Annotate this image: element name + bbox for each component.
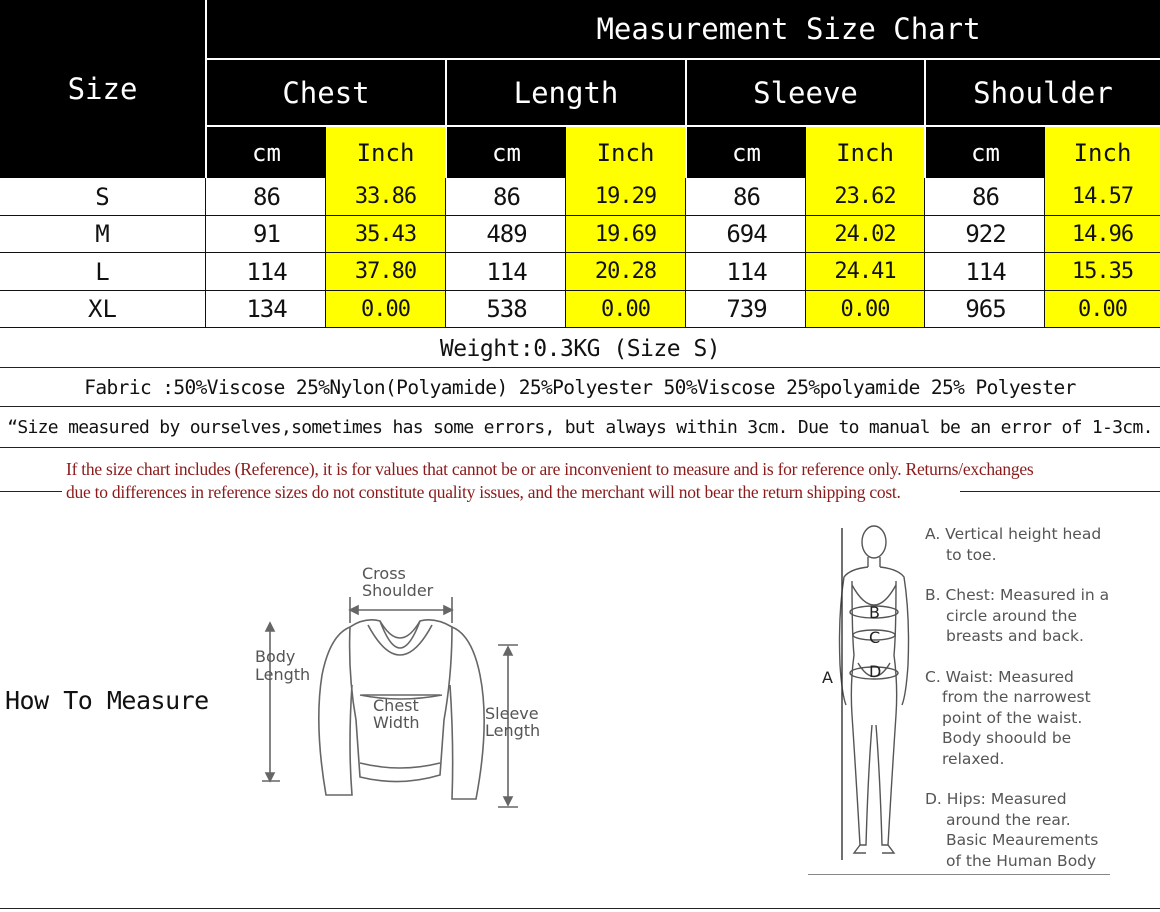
cm-cell: 114	[726, 257, 767, 286]
legend-line: of the Human Body	[946, 851, 1097, 870]
reference-note-line-1: If the size chart includes (Reference), it is for values that cannot be or are inconvenient to measure and is for reference only. Returns/exchanges	[66, 459, 1034, 479]
cm-cell: 114	[965, 257, 1006, 286]
column-divider	[205, 178, 206, 328]
size-label: S	[95, 182, 110, 211]
size-label: XL	[88, 295, 117, 324]
fabric-text: Fabric :50%Viscose 25%Nylon(Polyamide) 25%Polyester 50%Viscose 25%polyamide 25% Polyester	[84, 375, 1076, 399]
unit-cm: cm	[971, 138, 1000, 167]
unit-inch: Inch	[566, 127, 685, 178]
cross-shoulder-label-2: Shoulder	[362, 581, 434, 600]
inch-cell: 14.57	[1045, 178, 1160, 216]
inch-cell: 0.00	[1045, 291, 1160, 329]
inch-cell: 37.80	[326, 253, 445, 291]
inch-cell: 23.62	[806, 178, 924, 216]
unit-cm: cm	[492, 138, 521, 167]
divider	[960, 491, 1160, 492]
cm-cell: 91	[253, 220, 280, 249]
reference-note	[66, 458, 1146, 504]
cm-cell: 86	[733, 182, 760, 211]
legend-line: around the rear.	[946, 810, 1071, 829]
cm-cell: 965	[965, 295, 1006, 324]
how-to-measure-label: How To Measure	[5, 686, 209, 715]
legend-line: A. Vertical height head	[925, 525, 1102, 543]
body-label-c: C	[869, 628, 881, 647]
legend-b	[925, 585, 1155, 647]
inch-cell: 24.02	[806, 216, 924, 254]
inch-cell: 0.00	[326, 291, 445, 329]
chest-width-label-1: Chest	[373, 696, 419, 715]
chest-width-label-2: Width	[373, 713, 420, 732]
unit-inch: Inch	[806, 127, 924, 178]
legend-line: from the narrowest	[942, 688, 1091, 706]
inch-cell: 19.29	[566, 178, 685, 216]
group-sleeve: Sleeve	[753, 75, 858, 110]
unit-cm: cm	[732, 138, 761, 167]
measurement-legend	[925, 524, 1155, 871]
inch-cell: 24.41	[806, 253, 924, 291]
legend-c	[925, 667, 1155, 770]
body-label-b: B	[869, 603, 880, 622]
legend-line: to toe.	[946, 545, 997, 564]
inch-cell: 35.43	[326, 216, 445, 254]
cm-cell: 694	[726, 220, 767, 249]
inch-cell: 15.35	[1045, 253, 1160, 291]
body-length-label-2: Length	[255, 665, 311, 684]
column-divider	[1044, 178, 1045, 328]
body-label-d: D	[869, 662, 882, 681]
unit-inch: Inch	[1045, 127, 1160, 178]
cm-cell: 86	[253, 182, 280, 211]
divider	[0, 447, 1160, 448]
divider	[0, 491, 62, 492]
sleeve-length-label-2: Length	[485, 721, 541, 740]
cm-cell: 134	[246, 295, 287, 324]
inch-cell: 19.69	[566, 216, 685, 254]
size-label: L	[95, 257, 110, 286]
body-length-label-1: Body	[255, 647, 296, 666]
cm-cell: 114	[246, 257, 287, 286]
row-divider	[0, 327, 1160, 328]
body-diagram	[808, 515, 928, 880]
legend-line: B. Chest: Measured in a	[925, 586, 1110, 604]
column-divider	[924, 178, 925, 328]
bottom-divider	[0, 908, 1160, 909]
unit-cm: cm	[252, 138, 281, 167]
inch-cell: 33.86	[326, 178, 445, 216]
legend-line: point of the waist.	[942, 708, 1083, 727]
legend-line: Basic Meaurements	[946, 831, 1099, 849]
legend-line: Body shoould be	[942, 729, 1072, 747]
group-shoulder: Shoulder	[973, 75, 1113, 110]
measure-note: “Size measured by ourselves,sometimes has some errors, but always within 3cm. Due to manual be an error of 1-3cm.	[7, 416, 1153, 438]
legend-line: circle around the	[946, 606, 1078, 625]
legend-line: breasts and back.	[946, 627, 1084, 645]
legend-d	[925, 789, 1155, 871]
column-divider	[685, 178, 686, 328]
unit-inch: Inch	[326, 127, 445, 178]
sleeve-length-label-1: Sleeve	[485, 704, 539, 723]
group-length: Length	[513, 75, 619, 110]
inch-cell: 20.28	[566, 253, 685, 291]
size-header: Size	[67, 72, 138, 106]
column-divider	[805, 178, 806, 328]
column-divider	[565, 178, 566, 328]
sweater-diagram	[240, 555, 560, 815]
column-divider	[325, 178, 326, 328]
legend-line: C. Waist: Measured	[925, 667, 1074, 686]
cm-cell: 739	[726, 295, 767, 324]
inch-cell: 14.96	[1045, 216, 1160, 254]
chart-title: Measurement Size Chart	[596, 12, 981, 46]
cm-cell: 114	[486, 257, 527, 286]
divider	[808, 874, 1110, 875]
legend-line: relaxed.	[942, 749, 1005, 768]
cm-cell: 86	[972, 182, 999, 211]
cm-cell: 489	[486, 220, 527, 249]
inch-cell: 0.00	[566, 291, 685, 329]
group-chest: Chest	[282, 75, 370, 110]
cross-shoulder-label-1: Cross	[362, 564, 406, 583]
cm-cell: 86	[493, 182, 520, 211]
body-label-a: A	[822, 668, 833, 687]
legend-line: D. Hips: Measured	[925, 790, 1067, 808]
weight-text: Weight:0.3KG (Size S)	[439, 336, 721, 362]
cm-cell: 922	[965, 220, 1006, 249]
size-label: M	[95, 220, 110, 249]
cm-cell: 538	[486, 295, 527, 324]
legend-a	[925, 524, 1155, 565]
inch-cell: 0.00	[806, 291, 924, 329]
column-divider	[445, 178, 446, 328]
reference-note-line-2: due to differences in reference sizes do not constitute quality issues, and the merchant will not bear the return shipping cost.	[66, 482, 901, 502]
